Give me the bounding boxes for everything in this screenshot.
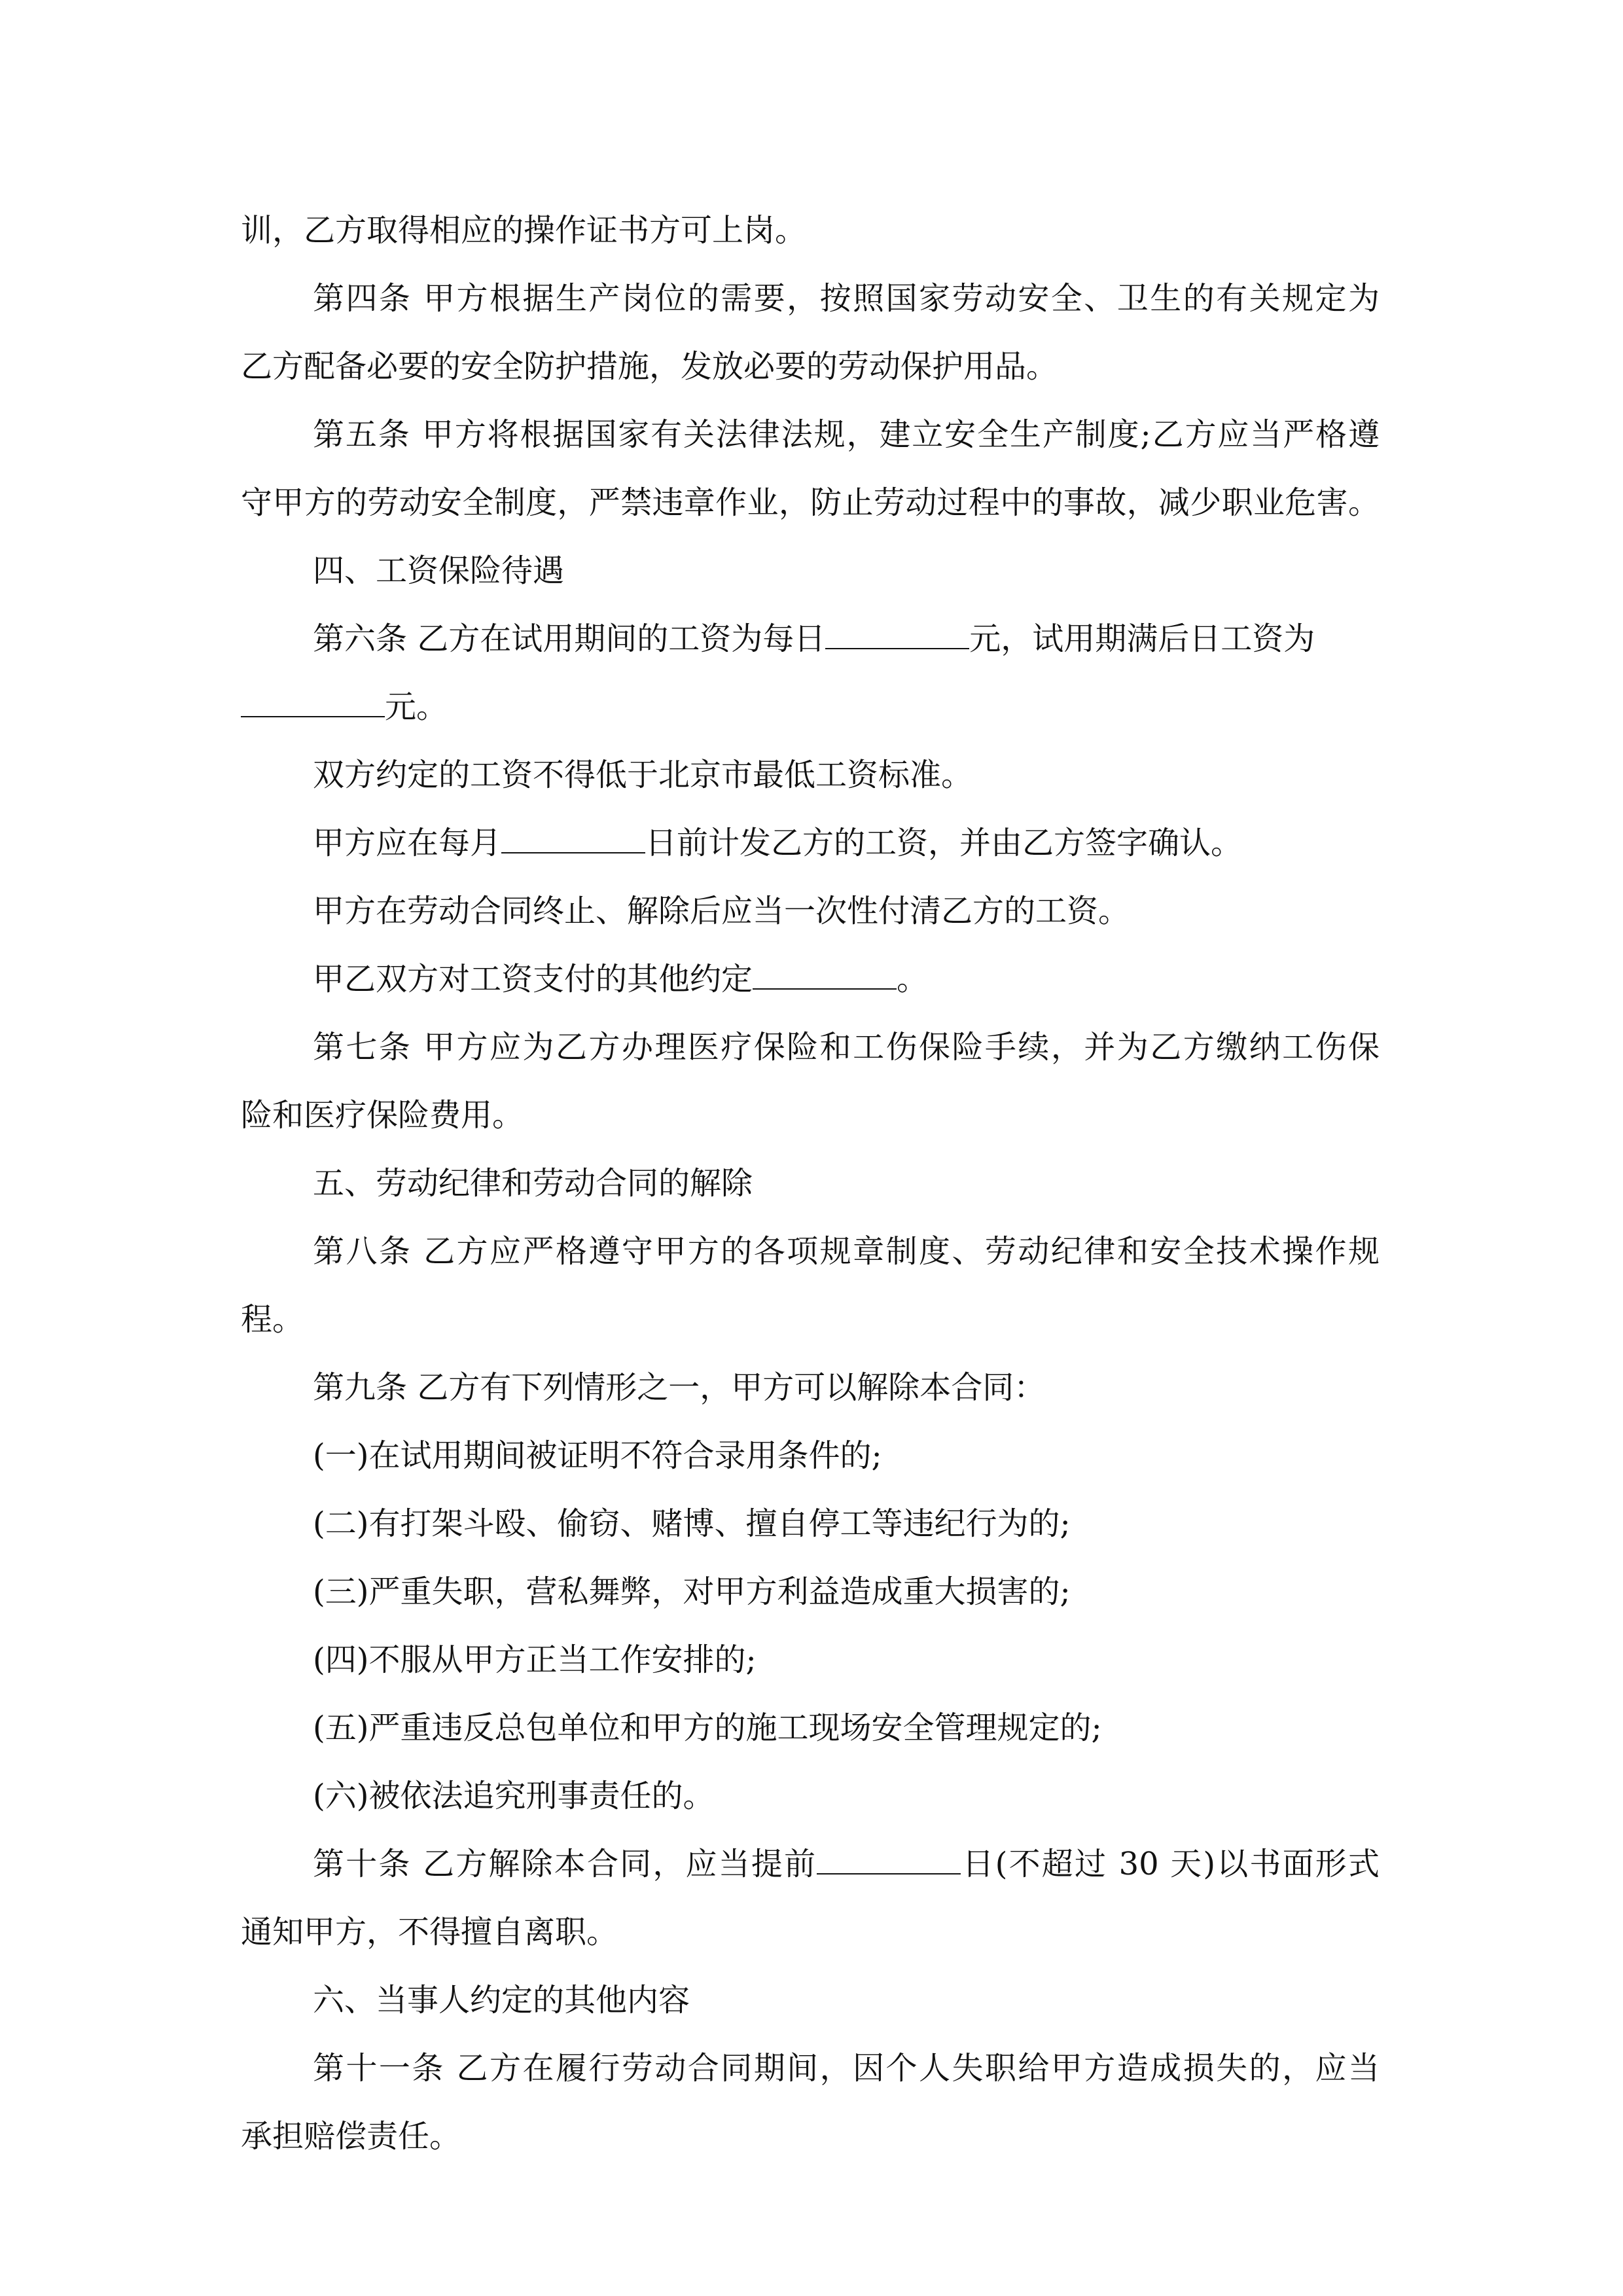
article-6-text-c: 元。	[385, 689, 448, 725]
article-8-line-2: 程。	[241, 1301, 304, 1338]
list-item-5: (五)严重违反总包单位和甲方的施工现场安全管理规定的;	[313, 1710, 1102, 1746]
article-10-line-1	[241, 1830, 1380, 1898]
article-6-text-a: 第六条 乙方在试用期间的工资为每日	[313, 620, 826, 657]
article-6-text-b: 元，试用期满后日工资为	[969, 620, 1315, 657]
daily-wage-trial-blank	[825, 622, 969, 649]
article-10-text-a: 第十条 乙方解除本合同，应当提前	[313, 1846, 817, 1882]
text-line: 训，乙方取得相应的操作证书方可上岗。	[241, 212, 807, 249]
section-heading-discipline: 五、劳动纪律和劳动合同的解除	[313, 1165, 753, 1202]
article-4-line-2: 乙方配备必要的安全防护措施，发放必要的劳动保护用品。	[241, 348, 1058, 385]
daily-wage-after-trial-blank	[241, 690, 385, 717]
pay-day-line	[241, 809, 1380, 877]
pay-day-text-a: 甲方应在每月	[313, 825, 502, 861]
other-wage-text-b: 。	[897, 961, 929, 997]
list-item-4: (四)不服从甲方正当工作安排的;	[313, 1641, 757, 1678]
article-10-text-b: 日(不超过 30 天)以书面形式	[961, 1846, 1380, 1882]
article-11-line-1: 第十一条 乙方在履行劳动合同期间，因个人失职给甲方造成损失的，应当	[313, 2050, 1380, 2087]
article-5-line-2: 守甲方的劳动安全制度，严禁违章作业，防止劳动过程中的事故，减少职业危害。	[241, 484, 1380, 521]
final-pay-line: 甲方在劳动合同终止、解除后应当一次性付清乙方的工资。	[313, 893, 1130, 929]
article-6-line-1	[241, 605, 1380, 673]
article-4-line-1: 第四条 甲方根据生产岗位的需要，按照国家劳动安全、卫生的有关规定为	[313, 280, 1380, 317]
minimum-wage-line: 双方约定的工资不得低于北京市最低工资标准。	[313, 757, 973, 793]
other-wage-agreement-line	[241, 945, 1380, 1013]
article-11-line-2: 承担赔偿责任。	[241, 2118, 461, 2155]
article-8-line-1: 第八条 乙方应严格遵守甲方的各项规章制度、劳动纪律和安全技术操作规	[313, 1233, 1380, 1270]
section-heading-other: 六、当事人约定的其他内容	[313, 1982, 690, 2018]
article-10-line-2: 通知甲方，不得擅自离职。	[241, 1914, 618, 1950]
section-heading-wages: 四、工资保险待遇	[313, 552, 565, 589]
article-5-line-1: 第五条 甲方将根据国家有关法律法规，建立安全生产制度;乙方应当严格遵	[313, 416, 1380, 453]
list-item-2: (二)有打架斗殴、偷窃、赌博、擅自停工等违纪行为的;	[313, 1505, 1071, 1542]
article-6-line-2	[241, 673, 1380, 741]
list-item-1: (一)在试用期间被证明不符合录用条件的;	[313, 1437, 882, 1474]
article-7-line-2: 险和医疗保险费用。	[241, 1097, 524, 1134]
pay-day-text-b: 日前计发乙方的工资，并由乙方签字确认。	[645, 825, 1243, 861]
article-9-line: 第九条 乙方有下列情形之一，甲方可以解除本合同：	[313, 1369, 1046, 1406]
other-wage-blank	[753, 962, 897, 990]
list-item-6: (六)被依法追究刑事责任的。	[313, 1778, 715, 1814]
article-7-line-1: 第七条 甲方应为乙方办理医疗保险和工伤保险手续，并为乙方缴纳工伤保	[313, 1029, 1380, 1066]
notice-days-blank	[817, 1847, 961, 1874]
document-page	[241, 196, 1380, 2170]
pay-day-blank	[501, 826, 645, 853]
list-item-3: (三)严重失职，营私舞弊，对甲方利益造成重大损害的;	[313, 1573, 1071, 1610]
other-wage-text-a: 甲乙双方对工资支付的其他约定	[313, 961, 753, 997]
